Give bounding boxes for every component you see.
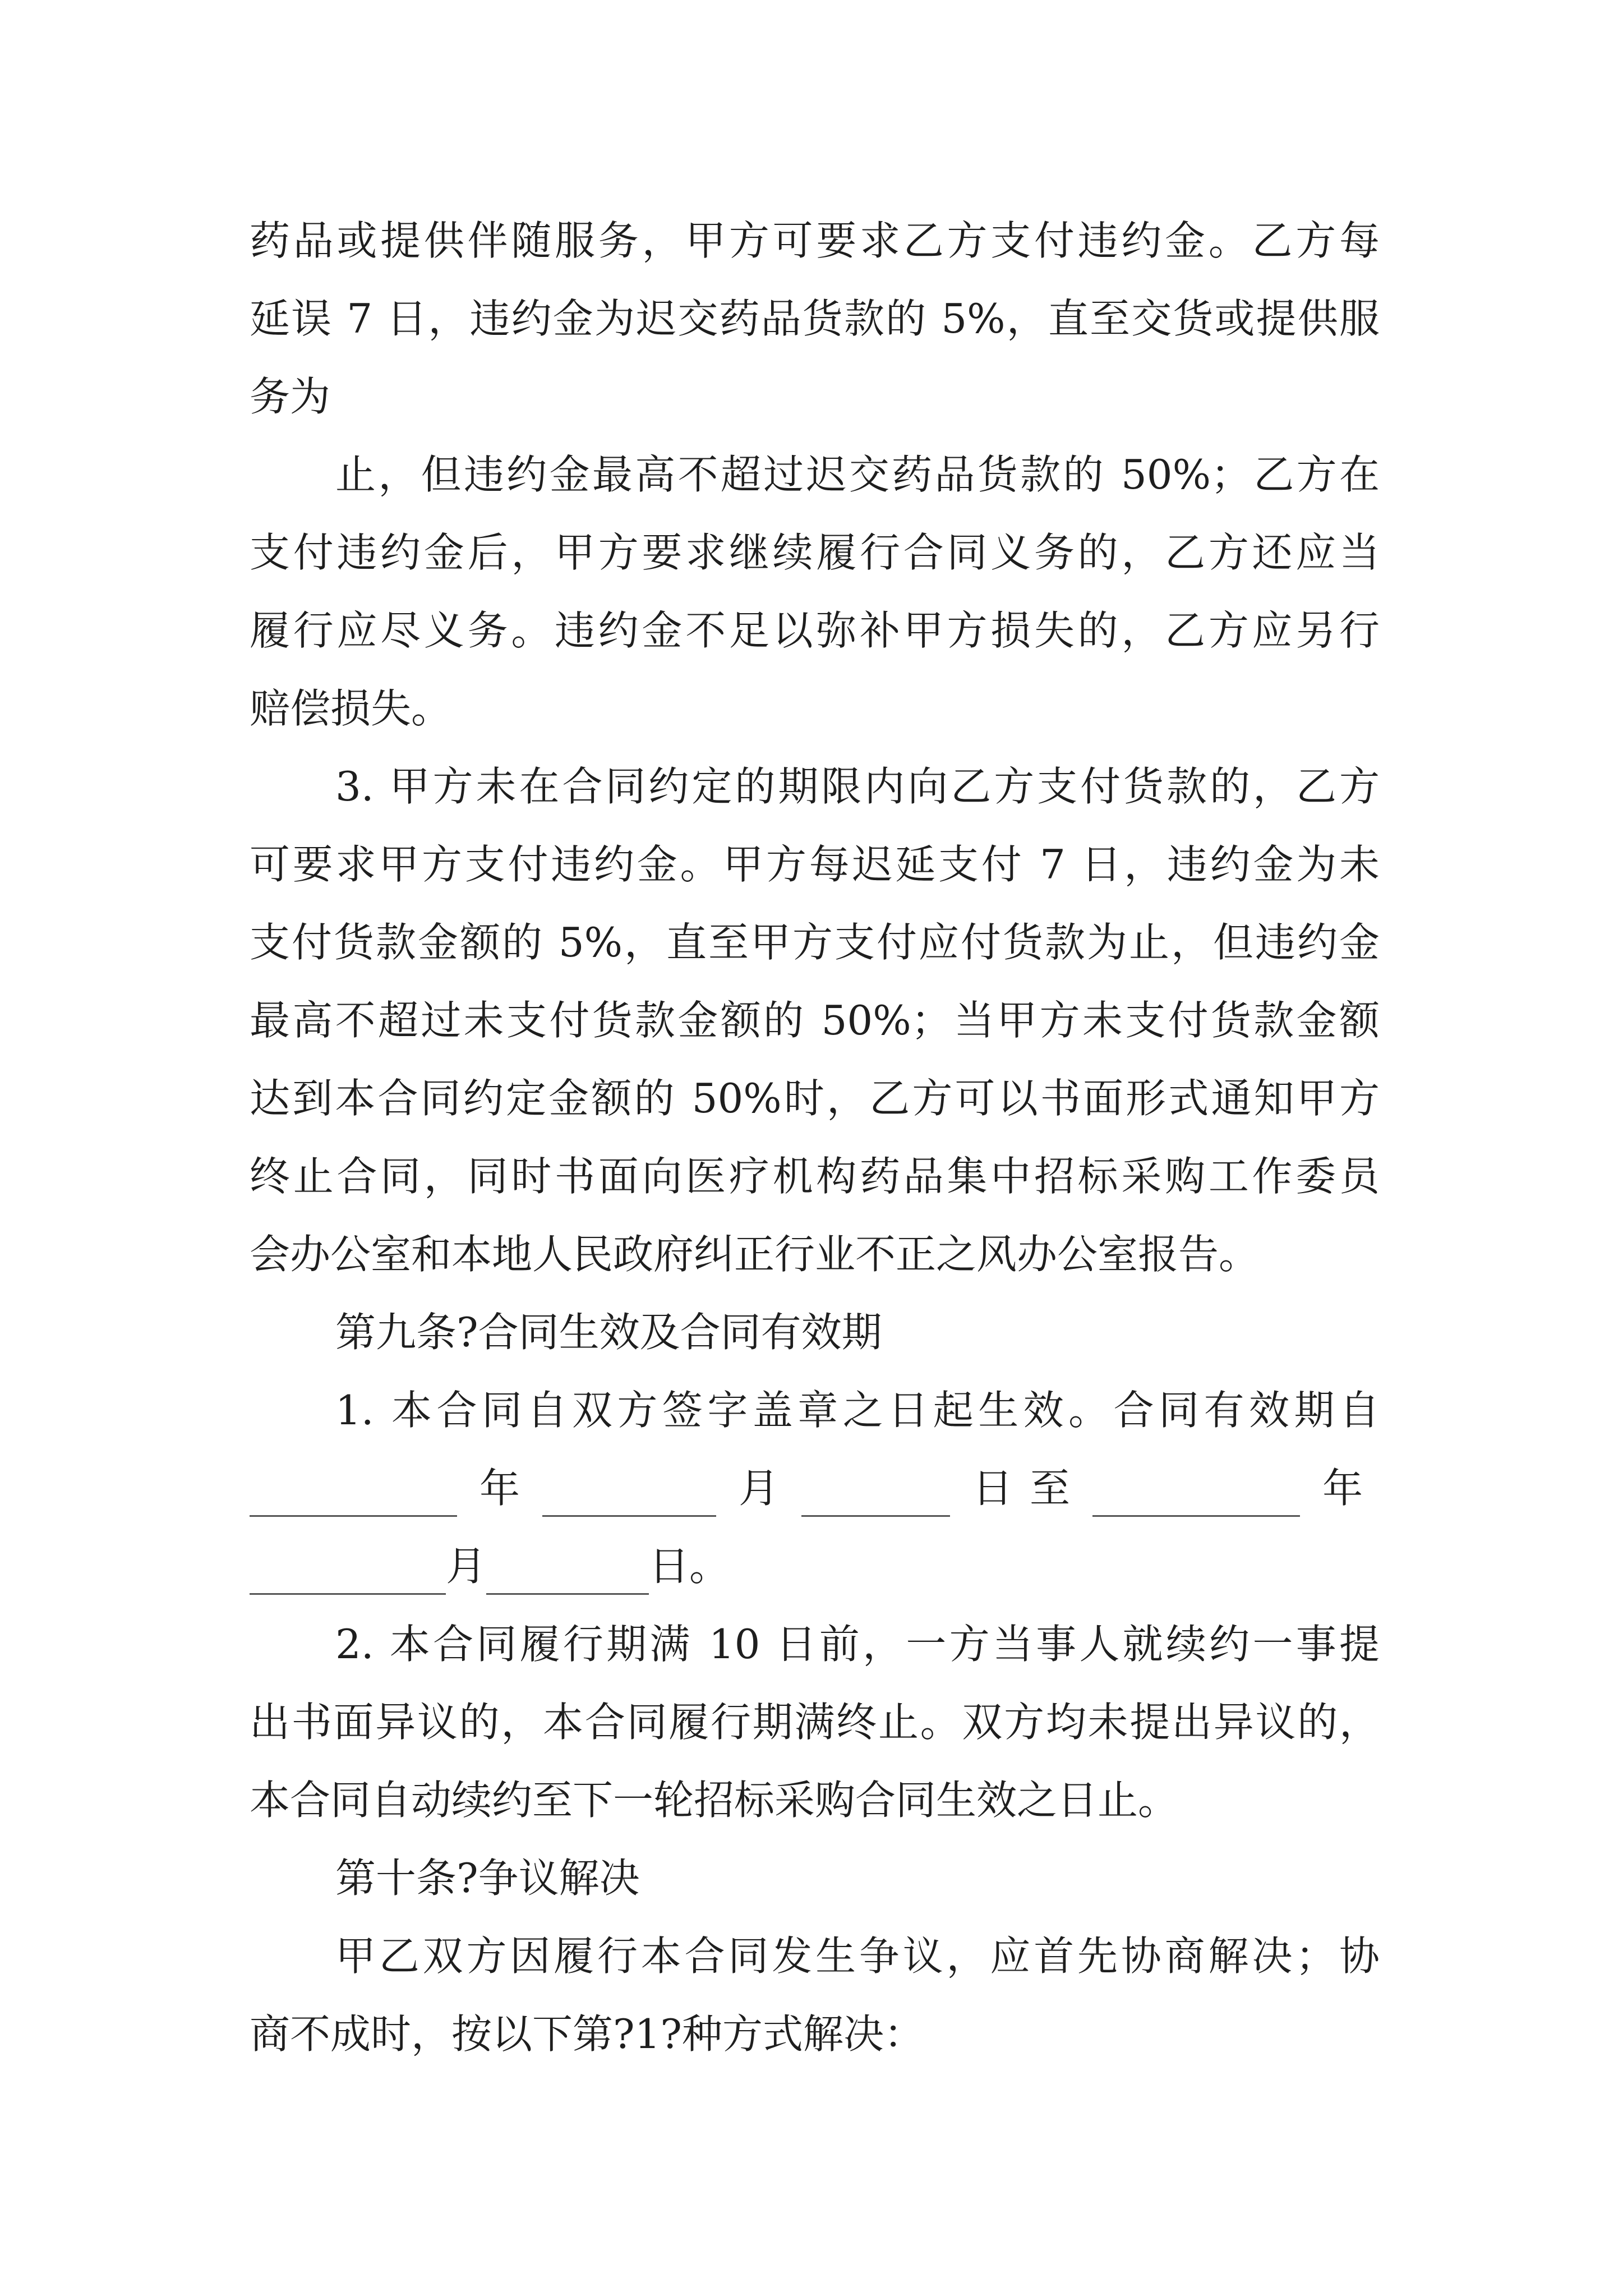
section-heading: 第九条?合同生效及合同有效期	[335, 1309, 882, 1356]
section-heading: 第十条?争议解决	[335, 1855, 640, 1902]
text-line: 支付违约金后，甲方要求继续履行合同义务的，乙方还应当	[250, 529, 1380, 576]
date-word: 日。	[649, 1543, 730, 1590]
date-word: 至	[1030, 1465, 1071, 1512]
text-line: 履行应尽义务。违约金不足以弥补甲方损失的，乙方应另行	[250, 607, 1380, 654]
text-line: 最高不超过未支付货款金额的 50%；当甲方未支付货款金额	[250, 997, 1380, 1044]
date-fill-line	[250, 1450, 1380, 1527]
date-word: 年	[1322, 1465, 1363, 1512]
blank-field	[250, 1483, 457, 1517]
date-word: 年	[479, 1465, 520, 1512]
date-word: 日	[972, 1465, 1013, 1512]
text-line: 出书面异议的，本合同履行期满终止。双方均未提出异议的，	[250, 1699, 1380, 1746]
blank-field	[486, 1561, 649, 1595]
date-word: 月	[739, 1465, 780, 1512]
text-line: 甲乙双方因履行本合同发生争议，应首先协商解决；协	[335, 1932, 1380, 1980]
text-line: 延误 7 日，违约金为迟交药品货款的 5%，直至交货或提供服	[250, 295, 1380, 342]
text-line: 止，但违约金最高不超过迟交药品货款的 50%；乙方在	[335, 451, 1380, 498]
text-line: 3. 甲方未在合同约定的期限内向乙方支付货款的，乙方	[335, 763, 1380, 810]
text-line: 赔偿损失。	[250, 685, 452, 732]
text-line: 药品或提供伴随服务，甲方可要求乙方支付违约金。乙方每	[250, 217, 1380, 264]
text-line: 达到本合同约定金额的 50%时，乙方可以书面形式通知甲方	[250, 1075, 1380, 1122]
blank-field	[542, 1483, 716, 1517]
text-line: 1. 本合同自双方签字盖章之日起生效。合同有效期自	[335, 1387, 1380, 1434]
date-fill-line	[250, 1527, 1380, 1605]
blank-field	[250, 1561, 446, 1595]
text-line: 会办公室和本地人民政府纠正行业不正之风办公室报告。	[250, 1231, 1260, 1278]
date-word: 月	[446, 1543, 487, 1590]
text-line: 2. 本合同履行期满 10 日前，一方当事人就续约一事提	[335, 1621, 1380, 1668]
text-line: 可要求甲方支付违约金。甲方每迟延支付 7 日，违约金为未	[250, 841, 1380, 888]
text-line: 本合同自动续约至下一轮招标采购合同生效之日止。	[250, 1777, 1179, 1824]
text-line: 商不成时，按以下第?1?种方式解决：	[250, 2010, 925, 2058]
blank-field	[1092, 1483, 1300, 1517]
blank-field	[801, 1483, 950, 1517]
text-line: 务为	[250, 373, 331, 420]
text-line: 终止合同，同时书面向医疗机构药品集中招标采购工作委员	[250, 1153, 1380, 1200]
text-line: 支付货款金额的 5%，直至甲方支付应付货款为止，但违约金	[250, 919, 1380, 966]
